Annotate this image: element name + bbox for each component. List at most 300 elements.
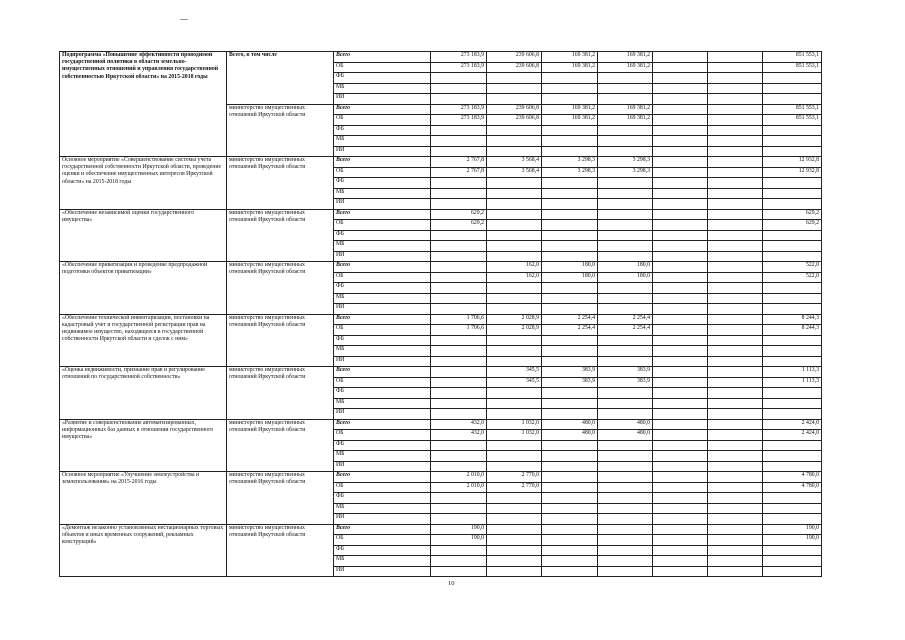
col-2017-cell [542, 503, 598, 514]
col-2020-cell [708, 314, 763, 325]
col-2017-cell [542, 220, 598, 231]
col-total-cell [763, 398, 822, 409]
col-2019-cell [653, 83, 708, 94]
funding-source: МБ [334, 188, 431, 199]
col-total-cell [763, 440, 822, 451]
col-2017-cell: 3 298,3 [542, 157, 598, 168]
col-2019-cell [653, 545, 708, 556]
col-2018-cell [598, 209, 653, 220]
col-2018-cell [598, 83, 653, 94]
col-2016-cell [487, 514, 542, 525]
col-2019-cell [653, 503, 708, 514]
col-2016-cell: 345,5 [487, 367, 542, 378]
col-2015-cell: 432,0 [431, 430, 487, 441]
col-2015-cell [431, 241, 487, 252]
col-total-cell [763, 94, 822, 105]
funding-source: ИИ [334, 566, 431, 577]
col-total-cell: 8 244,3 [763, 314, 822, 325]
col-2017-cell [542, 293, 598, 304]
col-2017-cell [542, 251, 598, 262]
col-2018-cell [598, 556, 653, 567]
col-2015-cell: 629,2 [431, 209, 487, 220]
funding-source: ОБ [334, 325, 431, 336]
col-2015-cell [431, 262, 487, 273]
col-2016-cell [487, 503, 542, 514]
financing-table-body [60, 52, 822, 577]
col-2019-cell [653, 430, 708, 441]
col-2017-cell [542, 83, 598, 94]
funding-source: ИИ [334, 461, 431, 472]
col-2015-cell: 190,0 [431, 524, 487, 535]
col-total-cell: 522,0 [763, 262, 822, 273]
col-2015-cell [431, 83, 487, 94]
col-2015-cell [431, 440, 487, 451]
funding-source: ФБ [334, 388, 431, 399]
col-2018-cell [598, 146, 653, 157]
col-2018-cell: 3 298,3 [598, 167, 653, 178]
col-2019-cell [653, 125, 708, 136]
executor-cell: министерство имущественных отношений Иркутской области [227, 209, 334, 262]
col-total-cell [763, 356, 822, 367]
funding-source: ОБ [334, 115, 431, 126]
col-2019-cell [653, 461, 708, 472]
col-2018-cell [598, 199, 653, 210]
col-2019-cell [653, 52, 708, 63]
col-2018-cell [598, 545, 653, 556]
funding-source: МБ [334, 556, 431, 567]
col-2016-cell [487, 556, 542, 567]
col-2020-cell [708, 115, 763, 126]
col-2020-cell [708, 472, 763, 483]
measure-title: Подпрограмма «Повышение эффективности проводимой государственной политики в области земельно-имущественных отношений и управления государственной собственностью Иркутской области» на 2015-2018 годы [60, 52, 227, 157]
col-2015-cell [431, 566, 487, 577]
executor-cell: министерство имущественных отношений Иркутской области [227, 419, 334, 472]
col-total-cell: 851 553,1 [763, 104, 822, 115]
funding-source: Всего [334, 157, 431, 168]
executor-cell: министерство имущественных отношений Иркутской области [227, 367, 334, 420]
col-2020-cell [708, 230, 763, 241]
col-2016-cell [487, 199, 542, 210]
col-2016-cell [487, 440, 542, 451]
col-total-cell [763, 346, 822, 357]
col-2019-cell [653, 251, 708, 262]
col-total-cell: 8 244,3 [763, 325, 822, 336]
funding-source: ФБ [334, 73, 431, 84]
col-2015-cell [431, 73, 487, 84]
col-2020-cell [708, 167, 763, 178]
col-2017-cell [542, 482, 598, 493]
col-total-cell: 851 553,1 [763, 115, 822, 126]
col-2020-cell [708, 83, 763, 94]
col-2020-cell [708, 136, 763, 147]
col-2018-cell [598, 230, 653, 241]
col-2015-cell: 2 010,0 [431, 482, 487, 493]
funding-source: Всего [334, 419, 431, 430]
table-row [60, 472, 822, 483]
measure-title: Основное мероприятие «Улучшение землеустройства и землепользования» на 2015-2016 годы [60, 472, 227, 525]
col-2017-cell [542, 566, 598, 577]
col-2020-cell [708, 125, 763, 136]
col-2020-cell [708, 283, 763, 294]
col-2015-cell [431, 199, 487, 210]
col-2015-cell [431, 409, 487, 420]
col-2015-cell [431, 125, 487, 136]
funding-source: ФБ [334, 545, 431, 556]
funding-source: ИИ [334, 514, 431, 525]
table-row [60, 314, 822, 325]
funding-source: МБ [334, 451, 431, 462]
col-2018-cell: 169 381,2 [598, 104, 653, 115]
col-2019-cell [653, 115, 708, 126]
col-2016-cell [487, 398, 542, 409]
col-2019-cell [653, 178, 708, 189]
col-2020-cell [708, 52, 763, 63]
col-total-cell: 4 780,0 [763, 472, 822, 483]
col-2019-cell [653, 62, 708, 73]
col-2015-cell [431, 188, 487, 199]
col-2019-cell [653, 472, 708, 483]
funding-source: ОБ [334, 535, 431, 546]
funding-source: ФБ [334, 493, 431, 504]
funding-source: МБ [334, 83, 431, 94]
col-2017-cell: 2 254,4 [542, 314, 598, 325]
col-2020-cell [708, 482, 763, 493]
col-2020-cell [708, 524, 763, 535]
funding-source: Всего [334, 472, 431, 483]
col-2016-cell [487, 136, 542, 147]
col-2018-cell: 169 381,2 [598, 115, 653, 126]
col-2020-cell [708, 335, 763, 346]
col-2020-cell [708, 251, 763, 262]
table-row [60, 367, 822, 378]
col-2019-cell [653, 167, 708, 178]
col-2019-cell [653, 440, 708, 451]
col-2018-cell [598, 482, 653, 493]
col-2019-cell [653, 335, 708, 346]
col-2019-cell [653, 356, 708, 367]
col-total-cell [763, 83, 822, 94]
col-2020-cell [708, 398, 763, 409]
col-2019-cell [653, 325, 708, 336]
col-2016-cell: 2 770,0 [487, 472, 542, 483]
col-2018-cell [598, 241, 653, 252]
col-2017-cell [542, 514, 598, 525]
col-total-cell [763, 388, 822, 399]
table-row [60, 157, 822, 168]
col-total-cell [763, 461, 822, 472]
col-2015-cell [431, 335, 487, 346]
col-2020-cell [708, 272, 763, 283]
col-2016-cell: 239 606,8 [487, 115, 542, 126]
col-total-cell [763, 514, 822, 525]
funding-source: Всего [334, 524, 431, 535]
col-2017-cell [542, 409, 598, 420]
col-2015-cell: 1 706,6 [431, 314, 487, 325]
col-2019-cell [653, 388, 708, 399]
col-2016-cell [487, 493, 542, 504]
funding-source: ОБ [334, 167, 431, 178]
col-2015-cell: 273 183,9 [431, 62, 487, 73]
col-2015-cell: 190,0 [431, 535, 487, 546]
col-2017-cell [542, 461, 598, 472]
funding-source: ИИ [334, 356, 431, 367]
col-2020-cell [708, 377, 763, 388]
col-2020-cell [708, 566, 763, 577]
col-2019-cell [653, 136, 708, 147]
col-2016-cell [487, 209, 542, 220]
col-total-cell [763, 199, 822, 210]
col-2016-cell [487, 94, 542, 105]
col-total-cell [763, 241, 822, 252]
col-2016-cell [487, 293, 542, 304]
col-2016-cell: 2 028,9 [487, 314, 542, 325]
col-2016-cell: 162,0 [487, 272, 542, 283]
col-2015-cell: 273 183,9 [431, 104, 487, 115]
col-2015-cell [431, 283, 487, 294]
col-total-cell: 851 553,1 [763, 52, 822, 63]
col-2017-cell [542, 398, 598, 409]
col-2018-cell: 480,0 [598, 419, 653, 430]
col-2016-cell: 2 770,0 [487, 482, 542, 493]
col-2019-cell [653, 314, 708, 325]
col-2017-cell: 383,9 [542, 377, 598, 388]
col-total-cell: 1 113,3 [763, 377, 822, 388]
col-2018-cell [598, 178, 653, 189]
funding-source: Всего [334, 314, 431, 325]
table-row [60, 209, 822, 220]
col-2018-cell: 2 254,4 [598, 325, 653, 336]
col-2016-cell [487, 388, 542, 399]
funding-source: ОБ [334, 272, 431, 283]
col-2017-cell: 383,9 [542, 367, 598, 378]
col-2018-cell [598, 493, 653, 504]
col-2017-cell [542, 125, 598, 136]
col-2016-cell [487, 241, 542, 252]
col-total-cell [763, 251, 822, 262]
col-2016-cell [487, 125, 542, 136]
col-total-cell [763, 304, 822, 315]
col-2018-cell [598, 188, 653, 199]
col-2018-cell [598, 461, 653, 472]
col-2016-cell [487, 545, 542, 556]
col-2020-cell [708, 62, 763, 73]
col-2020-cell [708, 293, 763, 304]
col-2020-cell [708, 262, 763, 273]
measure-title: «Обеспечение независимой оценки государственного имущества» [60, 209, 227, 262]
funding-source: ИИ [334, 304, 431, 315]
col-2020-cell [708, 430, 763, 441]
col-2019-cell [653, 241, 708, 252]
col-2018-cell [598, 136, 653, 147]
funding-source: Всего [334, 104, 431, 115]
col-2016-cell [487, 356, 542, 367]
col-2018-cell [598, 335, 653, 346]
col-total-cell [763, 125, 822, 136]
col-total-cell [763, 493, 822, 504]
col-2020-cell [708, 188, 763, 199]
col-2020-cell [708, 304, 763, 315]
col-total-cell [763, 503, 822, 514]
col-2015-cell [431, 503, 487, 514]
col-2017-cell [542, 356, 598, 367]
col-2020-cell [708, 503, 763, 514]
col-2017-cell [542, 556, 598, 567]
col-2017-cell [542, 283, 598, 294]
col-2015-cell [431, 556, 487, 567]
col-2015-cell [431, 398, 487, 409]
funding-source: ИИ [334, 146, 431, 157]
col-2017-cell [542, 94, 598, 105]
executor-cell: министерство имущественных отношений Иркутской области [227, 314, 334, 367]
col-2015-cell [431, 461, 487, 472]
col-2017-cell [542, 230, 598, 241]
col-2017-cell: 169 381,2 [542, 104, 598, 115]
col-2016-cell: 345,5 [487, 377, 542, 388]
col-2019-cell [653, 346, 708, 357]
col-2019-cell [653, 157, 708, 168]
col-2017-cell: 180,0 [542, 272, 598, 283]
col-2020-cell [708, 209, 763, 220]
col-2018-cell [598, 451, 653, 462]
col-2018-cell: 180,0 [598, 262, 653, 273]
col-2020-cell [708, 440, 763, 451]
col-2017-cell: 3 298,3 [542, 167, 598, 178]
col-total-cell: 190,0 [763, 524, 822, 535]
col-2015-cell: 629,2 [431, 220, 487, 231]
funding-source: МБ [334, 398, 431, 409]
col-2015-cell: 2 767,8 [431, 167, 487, 178]
funding-source: Всего [334, 367, 431, 378]
col-2016-cell [487, 451, 542, 462]
col-2016-cell [487, 178, 542, 189]
col-2019-cell [653, 220, 708, 231]
measure-title: «Обеспечение приватизации и проведение предпродажной подготовки объектов приватизации» [60, 262, 227, 315]
financing-table [59, 51, 822, 577]
measure-title: Основное мероприятие «Совершенствование системы учета государственной собственности Иркутской области, проведение оценки и обеспечение имущественных интересов Иркутской области» на 2015-2018 годы [60, 157, 227, 210]
col-2015-cell [431, 251, 487, 262]
col-total-cell: 12 932,8 [763, 167, 822, 178]
col-2017-cell [542, 241, 598, 252]
col-2019-cell [653, 188, 708, 199]
col-total-cell [763, 146, 822, 157]
col-2017-cell [542, 535, 598, 546]
col-2015-cell [431, 377, 487, 388]
col-total-cell: 190,0 [763, 535, 822, 546]
col-2018-cell [598, 125, 653, 136]
funding-source: МБ [334, 241, 431, 252]
col-total-cell: 522,0 [763, 272, 822, 283]
col-2019-cell [653, 566, 708, 577]
col-2015-cell: 273 183,9 [431, 52, 487, 63]
col-2019-cell [653, 230, 708, 241]
col-2016-cell: 1 032,0 [487, 430, 542, 441]
col-total-cell: 629,2 [763, 220, 822, 231]
col-2020-cell [708, 157, 763, 168]
col-2018-cell [598, 251, 653, 262]
col-2015-cell [431, 230, 487, 241]
col-2016-cell [487, 83, 542, 94]
col-2020-cell [708, 409, 763, 420]
executor-cell: министерство имущественных отношений Иркутской области [227, 104, 334, 157]
scan-mark [180, 19, 188, 20]
col-2019-cell [653, 209, 708, 220]
col-total-cell: 629,2 [763, 209, 822, 220]
col-2020-cell [708, 461, 763, 472]
funding-source: ФБ [334, 283, 431, 294]
col-2020-cell [708, 419, 763, 430]
col-2018-cell: 180,0 [598, 272, 653, 283]
col-2015-cell [431, 136, 487, 147]
col-2020-cell [708, 367, 763, 378]
col-2020-cell [708, 73, 763, 84]
table-row [60, 52, 822, 63]
col-total-cell [763, 283, 822, 294]
col-2018-cell [598, 440, 653, 451]
col-2017-cell [542, 388, 598, 399]
funding-source: ОБ [334, 220, 431, 231]
page-number: 10 [448, 580, 455, 587]
col-2018-cell [598, 409, 653, 420]
col-2018-cell [598, 346, 653, 357]
col-total-cell [763, 566, 822, 577]
col-2017-cell [542, 524, 598, 535]
col-2016-cell: 239 606,8 [487, 52, 542, 63]
funding-source: ФБ [334, 335, 431, 346]
funding-source: МБ [334, 293, 431, 304]
col-2019-cell [653, 304, 708, 315]
col-2016-cell: 1 032,0 [487, 419, 542, 430]
col-2020-cell [708, 220, 763, 231]
col-2015-cell [431, 451, 487, 462]
col-2016-cell [487, 535, 542, 546]
col-2019-cell [653, 146, 708, 157]
col-2016-cell [487, 304, 542, 315]
col-2016-cell [487, 524, 542, 535]
col-2016-cell [487, 409, 542, 420]
col-2018-cell [598, 503, 653, 514]
col-2015-cell [431, 514, 487, 525]
funding-source: ОБ [334, 377, 431, 388]
col-2019-cell [653, 73, 708, 84]
col-2016-cell: 162,0 [487, 262, 542, 273]
col-2018-cell [598, 472, 653, 483]
measure-title: «Оценка недвижимости, признание прав и регулирование отношений по государственной собственности» [60, 367, 227, 420]
funding-source: ОБ [334, 482, 431, 493]
col-2018-cell [598, 304, 653, 315]
col-total-cell [763, 545, 822, 556]
col-2016-cell: 239 606,8 [487, 62, 542, 73]
col-2015-cell [431, 94, 487, 105]
col-2018-cell [598, 293, 653, 304]
col-2020-cell [708, 356, 763, 367]
col-2019-cell [653, 293, 708, 304]
col-2015-cell: 432,0 [431, 419, 487, 430]
funding-source: МБ [334, 503, 431, 514]
col-2018-cell [598, 388, 653, 399]
col-2016-cell [487, 73, 542, 84]
col-2015-cell [431, 356, 487, 367]
col-total-cell [763, 178, 822, 189]
col-total-cell [763, 409, 822, 420]
col-total-cell [763, 556, 822, 567]
col-2020-cell [708, 199, 763, 210]
col-2020-cell [708, 94, 763, 105]
table-row [60, 419, 822, 430]
funding-source: ФБ [334, 230, 431, 241]
col-2017-cell [542, 545, 598, 556]
col-2017-cell [542, 73, 598, 84]
col-2019-cell [653, 409, 708, 420]
